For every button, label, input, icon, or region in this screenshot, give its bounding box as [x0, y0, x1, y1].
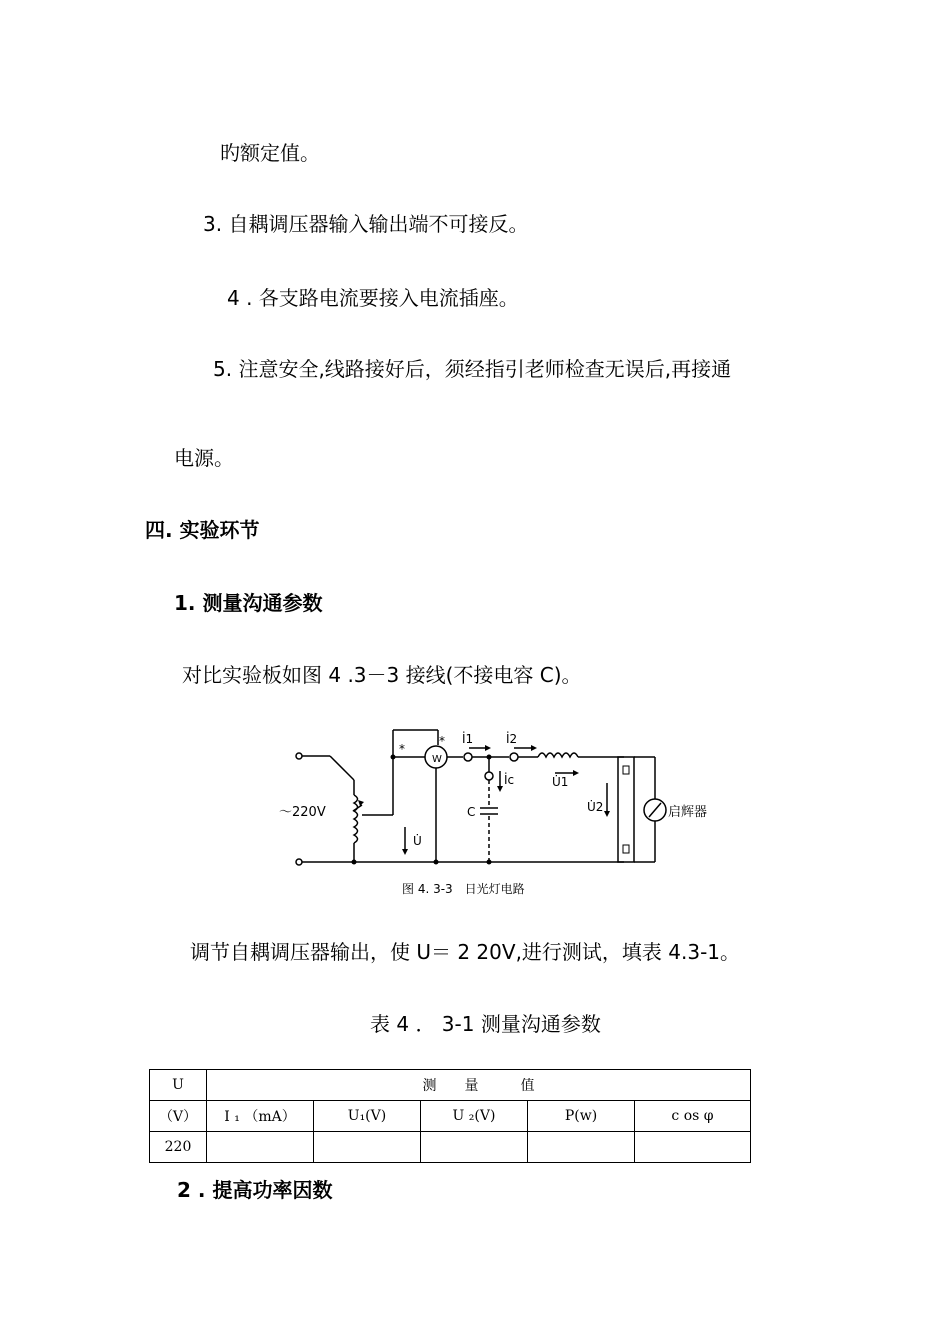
paragraph-adjust: 调节自耦调压器输出，使 U＝ 2 20V,进行测试，填表 4.3-1。 — [190, 940, 741, 964]
header-measured: 测 量 值 — [207, 1070, 751, 1101]
table-header-row — [150, 1070, 751, 1101]
section-heading-procedure: 四. 实验环节 — [145, 518, 260, 542]
paragraph-note-3: 3. 自耦调压器输入输出端不可接反。 — [203, 212, 529, 236]
label-i2: İ2 — [506, 732, 518, 746]
label-star-2: * — [439, 734, 445, 748]
header-u1: U₁(V) — [314, 1101, 421, 1132]
header-u2: U ₂(V) — [421, 1101, 528, 1132]
header-unit: （V） — [150, 1101, 207, 1132]
label-i1: İ1 — [462, 732, 474, 746]
header-u: U — [150, 1070, 207, 1101]
label-u1: U̇1 — [552, 775, 569, 789]
cell-u2 — [421, 1132, 528, 1163]
label-starter: 启辉器 — [668, 805, 708, 820]
cell-u-value: 220 — [150, 1132, 207, 1163]
label-source: ～220V — [279, 805, 326, 820]
header-cosphi: c os φ — [635, 1101, 751, 1132]
table-subheader-row — [150, 1101, 751, 1132]
cell-p — [528, 1132, 635, 1163]
paragraph-note-5-cont: 电源。 — [174, 446, 234, 470]
paragraph-rated-value: 旳额定值。 — [220, 141, 320, 165]
label-c: C — [467, 805, 476, 819]
label-u: U̇ — [413, 834, 422, 848]
label-star-1: * — [399, 742, 405, 756]
label-w: W — [432, 754, 442, 765]
label-u2: U̇2 — [587, 800, 604, 814]
paragraph-wiring: 对比实验板如图 4 .3－3 接线(不接电容 C)。 — [182, 663, 582, 687]
header-p: P(w) — [528, 1101, 635, 1132]
table-title: 表 4 ． 3-1 测量沟通参数 — [370, 1012, 601, 1036]
subsection-heading-power-factor: 2 . 提高功率因数 — [177, 1178, 333, 1202]
measurement-table — [149, 1069, 751, 1163]
cell-i1 — [207, 1132, 314, 1163]
header-i1: I ₁ （mA） — [207, 1101, 314, 1132]
paragraph-note-4: 4 . 各支路电流要接入电流插座。 — [227, 286, 519, 310]
label-ic: İc — [504, 773, 515, 787]
subsection-heading-measure: 1. 测量沟通参数 — [174, 591, 323, 615]
table-row — [150, 1132, 751, 1163]
circuit-diagram — [0, 720, 950, 910]
cell-cosphi — [635, 1132, 751, 1163]
cell-u1 — [314, 1132, 421, 1163]
figure-caption: 图 4. 3-3 日光灯电路 — [402, 882, 525, 896]
paragraph-note-5: 5. 注意安全,线路接好后，须经指引老师检查无误后,再接通 — [213, 357, 732, 381]
